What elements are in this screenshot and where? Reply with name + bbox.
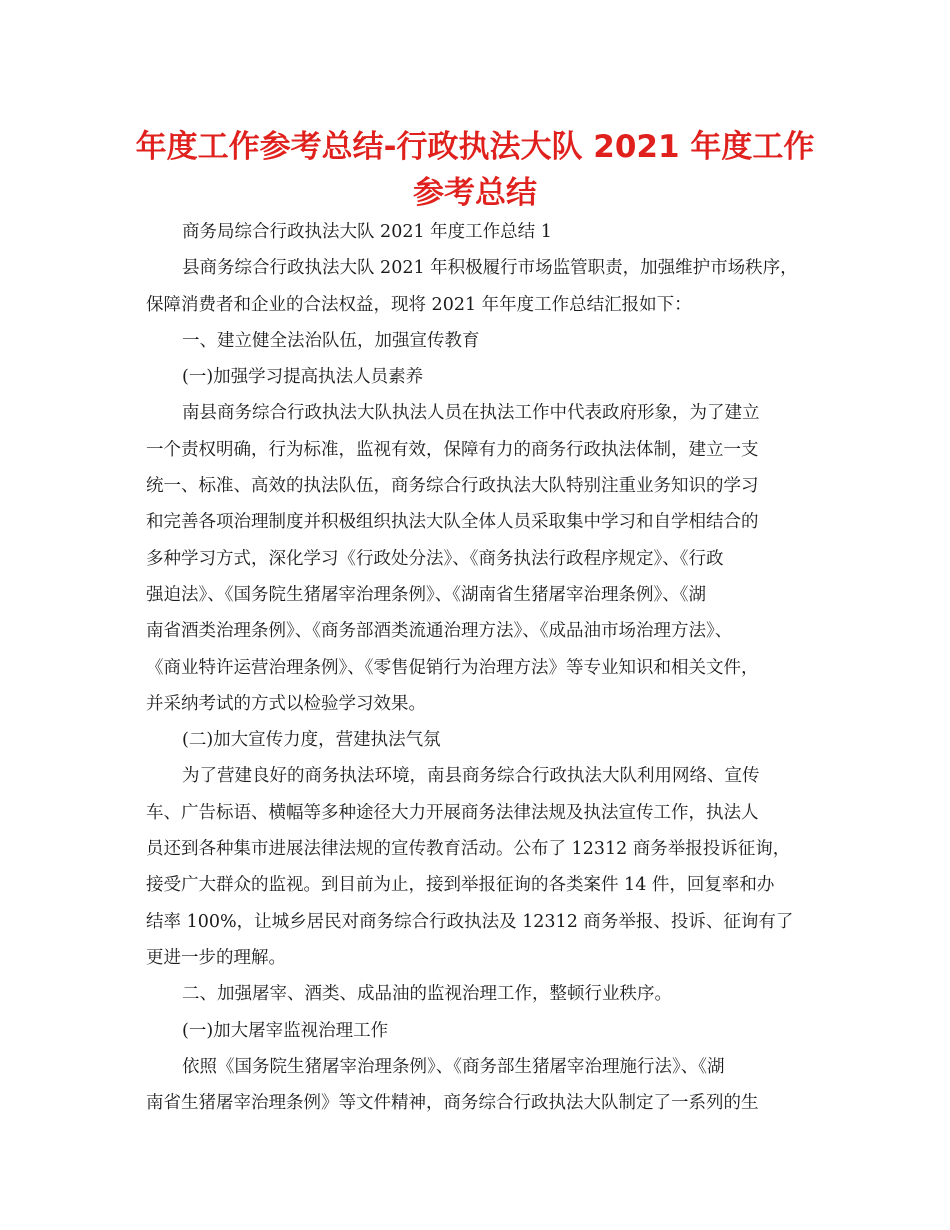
paragraph-line: 依照《国务院生猪屠宰治理条例》、《商务部生猪屠宰治理施行法》、《湖 — [182, 1056, 725, 1077]
paragraph-line: 员还到各种集市进展法律法规的宣传教育活动。公布了 12312 商务举报投诉征询， — [146, 839, 791, 860]
paragraph-line: 车、广告标语、横幅等多种途径大力开展商务法律法规及执法宣传工作，执法人 — [146, 802, 759, 823]
document-body — [146, 214, 814, 1121]
paragraph-line: 《商业特许运营治理条例》、《零售促销行为治理方法》等专业知识和相关文件， — [146, 657, 759, 678]
section-heading: 二、加强屠宰、酒类、成品油的监视治理工作，整顿行业秩序。 — [182, 984, 672, 1005]
document-title-line-1: 年度工作参考总结-行政执法大队 2021 年度工作 — [135, 129, 815, 165]
paragraph-line: 县商务综合行政执法大队 2021 年积极履行市场监管职责，加强维护市场秩序， — [182, 258, 798, 279]
paragraph-line: 南省生猪屠宰治理条例》等文件精神，商务综合行政执法大队制定了一系列的生 — [146, 1093, 759, 1114]
paragraph-line: 并采纳考试的方式以检验学习效果。 — [146, 693, 426, 714]
paragraph-line: 南县商务综合行政执法大队执法人员在执法工作中代表政府形象，为了建立 — [182, 403, 760, 424]
paragraph-line: 接受广大群众的监视。到目前为止，接到举报征询的各类案件 14 件，回复率和办 — [146, 875, 775, 896]
document-title-line-2: 参考总结 — [413, 175, 537, 211]
paragraph-line: 和完善各项治理制度并积极组织执法大队全体人员采取集中学习和自学相结合的 — [146, 512, 759, 533]
paragraph-line: 为了营建良好的商务执法环境，南县商务综合行政执法大队利用网络、宣传 — [182, 766, 760, 787]
subsection-heading: (一)加强学习提高执法人员素养 — [182, 367, 424, 388]
section-heading: 一、建立健全法治队伍，加强宣传教育 — [182, 330, 480, 351]
paragraph-line: 统一、标准、高效的执法队伍，商务综合行政执法大队特别注重业务知识的学习 — [146, 476, 759, 497]
paragraph-line: 更进一步的理解。 — [146, 947, 286, 968]
paragraph-line: 商务局综合行政执法大队 2021 年度工作总结 1 — [182, 222, 552, 242]
paragraph-line: 一个责权明确，行为标准，监视有效，保障有力的商务行政执法体制，建立一支 — [146, 439, 759, 460]
paragraph-line: 结率 100%，让城乡居民对商务综合行政执法及 12312 商务举报、投诉、征询有了 — [146, 911, 794, 932]
paragraph-line: 多种学习方式，深化学习《行政处分法》、《商务执法行政程序规定》、《行政 — [146, 548, 724, 569]
subsection-heading: (一)加大屠宰监视治理工作 — [182, 1020, 389, 1041]
paragraph-line: 南省酒类治理条例》、《商务部酒类流通治理方法》、《成品油市场治理方法》、 — [146, 621, 733, 642]
subsection-heading: (二)加大宣传力度，营建执法气氛 — [182, 730, 441, 751]
paragraph-line: 保障消费者和企业的合法权益，现将 2021 年年度工作总结汇报如下： — [146, 294, 692, 315]
paragraph-line: 强迫法》、《国务院生猪屠宰治理条例》、《湖南省生猪屠宰治理条例》、《湖 — [146, 584, 706, 605]
